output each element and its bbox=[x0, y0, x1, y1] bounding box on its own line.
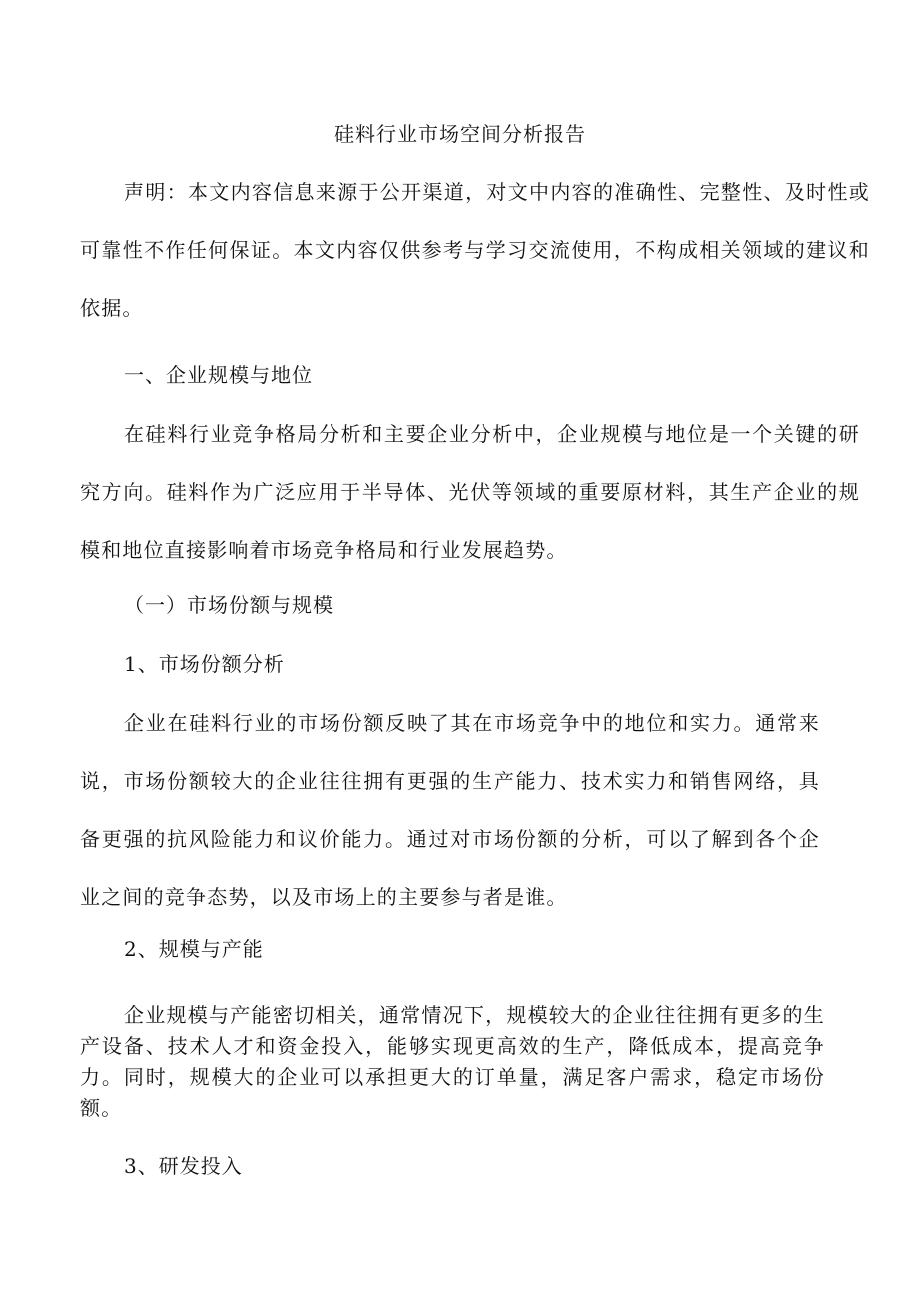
scale-capacity-paragraph: 企业规模与产能密切相关，通常情况下，规模较大的企业往往拥有更多的生产设备、技术人才和资金投入，能够实现更高效的生产，降低成本，提高竞争力。同时，规模大的企业可以承担更大的订单量，满足客户需求，稳定市场份额。 bbox=[80, 1003, 825, 1120]
item-heading-3: 3、研发投入 bbox=[124, 1154, 243, 1178]
item-heading-1: 1、市场份额分析 bbox=[124, 652, 285, 676]
document-title: 硅料行业市场空间分析报告 bbox=[334, 122, 586, 146]
disclaimer-paragraph: 声明：本文内容信息来源于公开渠道，对文中内容的准确性、完整性、及时性或可靠性不作任何保证。本文内容仅供参考与学习交流使用，不构成相关领域的建议和依据。 bbox=[80, 180, 870, 320]
section-intro-paragraph: 在硅料行业竞争格局分析和主要企业分析中，企业规模与地位是一个关键的研究方向。硅料作为广泛应用于半导体、光伏等领域的重要原材料，其生产企业的规模和地位直接影响着市场竞争格局和行业发展趋势。 bbox=[80, 422, 860, 562]
market-share-paragraph: 企业在硅料行业的市场份额反映了其在市场竞争中的地位和实力。通常来说，市场份额较大的企业往往拥有更强的生产能力、技术实力和销售网络，具备更强的抗风险能力和议价能力。通过对市场份额的分析，可以了解到各个企业之间的竞争态势，以及市场上的主要参与者是谁。 bbox=[80, 711, 820, 909]
section-heading-1: 一、企业规模与地位 bbox=[124, 363, 313, 387]
subsection-heading-1: （一）市场份额与规模 bbox=[124, 593, 334, 617]
item-heading-2: 2、规模与产能 bbox=[124, 937, 264, 961]
